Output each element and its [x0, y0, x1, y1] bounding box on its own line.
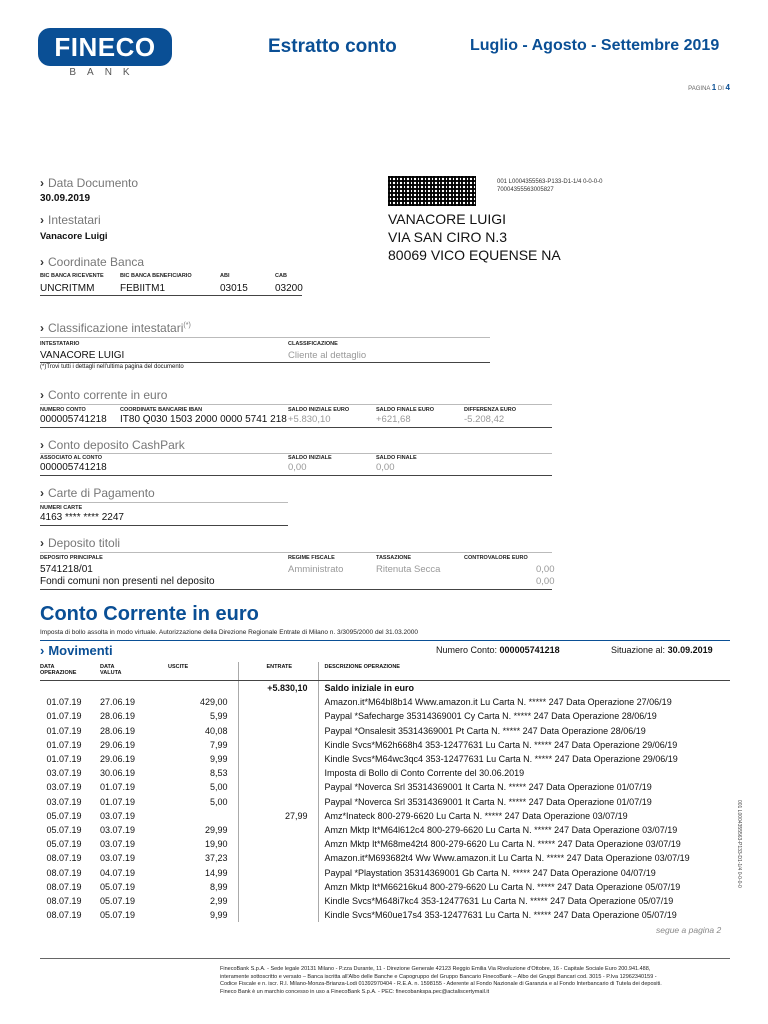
row-entrate [238, 823, 318, 837]
row-descrizione: Amzn Mktp It*M68me42t4 800-279-6620 Lu Carta N. ***** 247 Data Operazione 03/07/19 [318, 837, 730, 851]
row-data-valuta: 03.07.19 [100, 853, 136, 864]
coord-header-bic-ricevente: BIC BANCA RICEVENTE [40, 273, 104, 279]
table-header-row [40, 662, 730, 681]
cp-header-saldo-iniziale: SALDO INIZIALE [288, 455, 332, 461]
chevron-right-icon: › [40, 176, 44, 190]
section-coordinate-banca [40, 255, 144, 269]
section-titoli [40, 536, 120, 550]
section-label: Carte di Pagamento [48, 486, 155, 500]
titoli-header-regime: REGIME FISCALE [288, 555, 335, 561]
col-data-valuta: DATA VALUTA [88, 662, 158, 681]
row-uscite: 8,53 [209, 768, 228, 779]
row-data-operazione: 01.07.19 [46, 711, 82, 722]
table-row [40, 752, 730, 766]
row-entrate [238, 795, 318, 809]
footnote-marker: (*) [183, 322, 191, 329]
statement-period: Luglio - Agosto - Settembre 2019 [470, 37, 720, 54]
titoli-fondi-value: 0,00 [536, 576, 555, 587]
cc-header-saldo-finale: SALDO FINALE EURO [376, 407, 435, 413]
situazione [611, 645, 713, 655]
cp-associato: 000005741218 [40, 462, 107, 473]
data-documento-value: 30.09.2019 [40, 193, 91, 204]
fineco-logo: FINECO [40, 30, 170, 64]
row-uscite: 9,99 [209, 754, 228, 765]
cc-iban: IT80 Q030 1503 2000 0000 5741 218 [120, 414, 287, 425]
row-data-operazione: 03.07.19 [46, 782, 82, 793]
class-classificazione-value: Cliente al dettaglio [288, 350, 367, 361]
row-entrate [238, 837, 318, 851]
table-row [40, 738, 730, 752]
row-entrate: 27,99 [238, 809, 318, 823]
section-label: Coordinate Banca [48, 255, 145, 269]
section-label: Data Documento [48, 176, 139, 190]
table-row [40, 894, 730, 908]
saldo-iniziale-row [40, 681, 730, 696]
section-intestatari [40, 213, 101, 227]
row-descrizione: Paypal *Safecharge 35314369001 Cy Carta N. ***** 247 Data Operazione 28/06/19 [318, 709, 730, 723]
logo-subtitle: BANK [69, 67, 141, 78]
table-row [40, 908, 730, 922]
row-data-valuta: 01.07.19 [100, 782, 136, 793]
row-descrizione: Paypal *Noverca Srl 35314369001 It Carta N. ***** 247 Data Operazione 01/07/19 [318, 780, 730, 794]
row-uscite: 429,00 [199, 697, 228, 708]
movimenti-table [40, 662, 730, 922]
row-descrizione: Amz*Inateck 800-279-6620 Lu Carta N. ***** 247 Data Operazione 03/07/19 [318, 809, 730, 823]
row-descrizione: Imposta di Bollo di Conto Corrente del 30.06.2019 [318, 766, 730, 780]
cc-saldo-finale: +621,68 [376, 414, 411, 425]
row-entrate [238, 865, 318, 879]
table-row [40, 851, 730, 865]
class-footnote: (*)Trovi tutti i dettagli nell'ultima pagina del documento [40, 364, 184, 370]
row-data-operazione: 05.07.19 [46, 839, 82, 850]
cp-header-associato: ASSOCIATO AL CONTO [40, 455, 103, 461]
col-descrizione: DESCRIZIONE OPERAZIONE [318, 662, 730, 681]
row-data-valuta: 03.07.19 [100, 824, 136, 835]
row-entrate [238, 724, 318, 738]
table-row [40, 823, 730, 837]
table-row [40, 837, 730, 851]
page-total: 4 [725, 83, 730, 92]
coord-abi: 03015 [220, 283, 248, 294]
row-data-valuta: 30.06.19 [100, 768, 136, 779]
section-label: Conto deposito CashPark [48, 438, 185, 452]
row-data-valuta: 28.06.19 [100, 711, 136, 722]
class-intestatario-value: VANACORE LUIGI [40, 350, 125, 361]
col-uscite: USCITE [158, 662, 238, 681]
row-descrizione: Paypal *Onsalesit 35314369001 Pt Carta N. ***** 247 Data Operazione 28/06/19 [318, 724, 730, 738]
row-uscite: 9,99 [209, 910, 228, 921]
row-entrate [238, 851, 318, 865]
divider [40, 552, 552, 553]
titoli-regime: Amministrato [288, 564, 344, 575]
barcode-text [497, 178, 602, 194]
row-data-valuta: 29.06.19 [100, 754, 136, 765]
row-entrate [238, 780, 318, 794]
row-data-valuta: 05.07.19 [100, 895, 136, 906]
conto-corrente-title: Conto Corrente in euro [40, 603, 259, 625]
chevron-right-icon: › [40, 213, 44, 227]
intestatari-value: Vanacore Luigi [40, 231, 108, 242]
row-descrizione: Amzn Mktp It*M64l612c4 800-279-6620 Lu Carta N. ***** 247 Data Operazione 03/07/19 [318, 823, 730, 837]
cc-header-differenza: DIFFERENZA EURO [464, 407, 517, 413]
carte-value: 4163 **** **** 2247 [40, 512, 124, 523]
row-data-operazione: 01.07.19 [46, 697, 82, 708]
table-row [40, 795, 730, 809]
row-data-valuta: 27.06.19 [100, 697, 136, 708]
table-row [40, 766, 730, 780]
titoli-header-deposito: DEPOSITO PRINCIPALE [40, 555, 103, 561]
side-code: 001 L0004355563-P133-D1-1/4 0-0-0-0 [736, 800, 742, 888]
row-uscite: 7,99 [209, 739, 228, 750]
row-uscite: 8,99 [209, 881, 228, 892]
row-uscite: 5,00 [209, 796, 228, 807]
row-uscite: 29,99 [204, 824, 228, 835]
row-entrate [238, 695, 318, 709]
footer-divider [40, 958, 730, 959]
row-data-operazione: 08.07.19 [46, 867, 82, 878]
row-entrate [238, 766, 318, 780]
divider [40, 525, 288, 526]
row-entrate [238, 752, 318, 766]
numero-conto-label: Numero Conto: [436, 645, 498, 655]
row-entrate [238, 709, 318, 723]
table-row [40, 724, 730, 738]
chevron-right-icon: › [40, 388, 44, 402]
row-data-valuta: 28.06.19 [100, 725, 136, 736]
class-header-intestatario: INTESTATARIO [40, 341, 80, 347]
row-data-operazione: 08.07.19 [46, 853, 82, 864]
row-data-operazione: 08.07.19 [46, 910, 82, 921]
row-data-operazione: 01.07.19 [46, 754, 82, 765]
row-data-valuta: 03.07.19 [100, 810, 136, 821]
row-descrizione: Paypal *Noverca Srl 35314369001 It Carta N. ***** 247 Data Operazione 01/07/19 [318, 795, 730, 809]
row-descrizione: Kindle Svcs*M60ue17s4 353-12477631 Lu Carta N. ***** 247 Data Operazione 05/07/19 [318, 908, 730, 922]
barcode-line-1: 001 L0004355563-P133-D1-1/4 0-0-0-0 [497, 179, 603, 185]
row-uscite: 5,99 [209, 711, 228, 722]
numero-conto [436, 645, 560, 655]
cc-differenza: -5.208,42 [464, 414, 505, 425]
footer-line: FinecoBank S.p.A. - Sede legale 20131 Milano - P.zza Durante, 11 - Direzione Generale 42123 Reggio Emilia Via Rivoluzione d'Ottobre, 16 - Capitale Sociale Euro 200.941.488, [220, 966, 651, 972]
titoli-controvalore: 0,00 [536, 564, 555, 575]
page-number: 1 [711, 83, 717, 92]
section-label: Classificazione intestatari [48, 321, 184, 335]
carte-header: NUMERI CARTE [40, 505, 83, 511]
row-data-valuta: 04.07.19 [100, 867, 136, 878]
numero-conto-value: 000005741218 [499, 645, 560, 655]
page-of: DI [717, 86, 724, 92]
cc-header-saldo-iniziale: SALDO INIZIALE EURO [288, 407, 350, 413]
row-descrizione: Kindle Svcs*M64wc3qc4 353-12477631 Lu Carta N. ***** 247 Data Operazione 29/06/19 [318, 752, 730, 766]
row-data-valuta: 05.07.19 [100, 881, 136, 892]
cp-header-saldo-finale: SALDO FINALE [376, 455, 417, 461]
section-cashpark [40, 438, 185, 452]
situazione-label: Situazione al: [611, 645, 666, 655]
row-entrate [238, 908, 318, 922]
coord-header-cab: CAB [275, 273, 287, 279]
divider [40, 427, 552, 428]
row-uscite [158, 809, 238, 823]
saldo-iniziale-label: Saldo iniziale in euro [318, 681, 730, 696]
col-entrate: ENTRATE [238, 662, 318, 681]
coord-header-abi: ABI [220, 273, 230, 279]
coord-bic-beneficiario: FEBIITM1 [120, 283, 166, 294]
address-street: VIA SAN CIRO N.3 [388, 229, 508, 245]
section-label: Deposito titoli [48, 536, 121, 550]
section-label: Intestatari [48, 213, 101, 227]
saldo-iniziale-value: +5.830,10 [238, 681, 318, 696]
divider [40, 640, 730, 641]
divider [40, 404, 552, 405]
coord-bic-ricevente: UNCRITMM [40, 283, 95, 294]
cc-numero: 000005741218 [40, 414, 107, 425]
table-row [40, 880, 730, 894]
chevron-right-icon: › [40, 536, 44, 550]
row-uscite: 14,99 [204, 867, 228, 878]
continue-note: segue a pagina 2 [656, 925, 722, 935]
row-descrizione: Amzn Mktp It*M66216ku4 800-279-6620 Lu Carta N. ***** 247 Data Operazione 05/07/19 [318, 880, 730, 894]
datamatrix-barcode [388, 176, 476, 206]
row-data-operazione: 03.07.19 [46, 768, 82, 779]
table-row [40, 865, 730, 879]
chevron-right-icon: › [40, 438, 44, 452]
table-row [40, 695, 730, 709]
address-city: 80069 VICO EQUENSE NA [388, 247, 561, 263]
row-descrizione: Kindle Svcs*M62h668h4 353-12477631 Lu Carta N. ***** 247 Data Operazione 29/06/19 [318, 738, 730, 752]
cc-header-iban: COORDINATE BANCARIE IBAN [120, 407, 203, 413]
row-data-valuta: 03.07.19 [100, 839, 136, 850]
coord-header-bic-beneficiario: BIC BANCA BENEFICIARIO [120, 273, 192, 279]
divider [40, 502, 288, 503]
section-label: Movimenti [48, 643, 113, 658]
cc-header-numero: NUMERO CONTO [40, 407, 86, 413]
chevron-right-icon: › [40, 321, 44, 335]
row-uscite: 37,23 [204, 853, 228, 864]
divider [40, 589, 552, 590]
col-data-operazione: DATA OPERAZIONE [40, 662, 88, 681]
row-data-operazione: 08.07.19 [46, 895, 82, 906]
row-data-valuta: 01.07.19 [100, 796, 136, 807]
titoli-header-controvalore: CONTROVALORE EURO [464, 555, 528, 561]
footer-legal [220, 966, 740, 996]
row-data-operazione: 08.07.19 [46, 881, 82, 892]
page-prefix: PAGINA [688, 86, 711, 92]
chevron-right-icon: › [40, 486, 44, 500]
cp-saldo-finale: 0,00 [376, 462, 395, 473]
situazione-value: 30.09.2019 [667, 645, 713, 655]
row-entrate [238, 894, 318, 908]
class-header-classificazione: CLASSIFICAZIONE [288, 341, 338, 347]
bollo-note: Imposta di bollo assolta in modo virtuale. Autorizzazione della Direzione Regionale Entrate di Milano n. 3/3095/2000 del 31.03.2000 [40, 629, 418, 636]
row-data-operazione: 01.07.19 [46, 739, 82, 750]
row-uscite: 5,00 [209, 782, 228, 793]
footer-line: Codice Fiscale e n. iscr. R.I. Milano-Monza-Brianza-Lodi 01392970404 - R.E.A. n. 1598155 - Aderente al Fondo Nazionale di Garanzia e al Fondo Interbancario di Tutela dei depositi. [220, 981, 662, 987]
barcode-line-2: 70004355563005827 [497, 187, 554, 193]
section-conto-corrente [40, 388, 167, 402]
section-movimenti [40, 643, 113, 658]
table-row [40, 780, 730, 794]
address-name: VANACORE LUIGI [388, 211, 506, 227]
page-title: Estratto conto [268, 36, 397, 57]
section-data-documento [40, 176, 138, 190]
cc-saldo-iniziale: +5.830,10 [288, 414, 331, 425]
row-uscite: 2,99 [209, 895, 228, 906]
divider [40, 295, 302, 296]
row-data-operazione: 01.07.19 [46, 725, 82, 736]
footer-line: interamente sottoscritto e versato – Banca iscritta all'Albo delle Banche e Capogruppo del Gruppo Bancario FinecoBank – Albo dei Gruppi Bancari cod. 3015 - P.Iva 12962340159 - [220, 973, 657, 980]
row-descrizione: Kindle Svcs*M648i7kc4 353-12477631 Lu Carta N. ***** 247 Data Operazione 05/07/19 [318, 894, 730, 908]
divider [40, 337, 490, 338]
section-classificazione [40, 321, 191, 335]
row-data-operazione: 03.07.19 [46, 796, 82, 807]
row-data-valuta: 29.06.19 [100, 739, 136, 750]
divider [40, 362, 490, 363]
row-descrizione: Amazon.it*M693682t4 Ww Www.amazon.it Lu Carta N. ***** 247 Data Operazione 03/07/19 [318, 851, 730, 865]
row-entrate [238, 880, 318, 894]
row-data-operazione: 05.07.19 [46, 824, 82, 835]
titoli-header-tassazione: TASSAZIONE [376, 555, 412, 561]
row-data-operazione: 05.07.19 [46, 810, 82, 821]
row-uscite: 19,90 [204, 839, 228, 850]
divider [40, 453, 552, 454]
section-label: Conto corrente in euro [48, 388, 168, 402]
row-descrizione: Paypal *Playstation 35314369001 Gb Carta N. ***** 247 Data Operazione 04/07/19 [318, 865, 730, 879]
cp-saldo-iniziale: 0,00 [288, 462, 307, 473]
row-data-valuta: 05.07.19 [100, 910, 136, 921]
titoli-fondi-row: Fondi comuni non presenti nel deposito [40, 576, 215, 587]
table-row [40, 809, 730, 823]
section-carte [40, 486, 155, 500]
titoli-deposito: 5741218/01 [40, 564, 93, 575]
row-uscite: 40,08 [204, 725, 228, 736]
titoli-tassazione: Ritenuta Secca [376, 564, 441, 575]
chevron-right-icon: › [40, 643, 45, 658]
row-descrizione: Amazon.it*M64bl8b14 Www.amazon.it Lu Carta N. ***** 247 Data Operazione 27/06/19 [318, 695, 730, 709]
divider [40, 475, 552, 476]
coord-cab: 03200 [275, 283, 303, 294]
table-row [40, 709, 730, 723]
footer-line: Fineco Bank è un marchio concesso in uso a FinecoBank S.p.A. - PEC: finecobankspa.pec@actaliscertymail.it [220, 988, 490, 995]
page-indicator [688, 83, 730, 92]
chevron-right-icon: › [40, 255, 44, 269]
row-entrate [238, 738, 318, 752]
